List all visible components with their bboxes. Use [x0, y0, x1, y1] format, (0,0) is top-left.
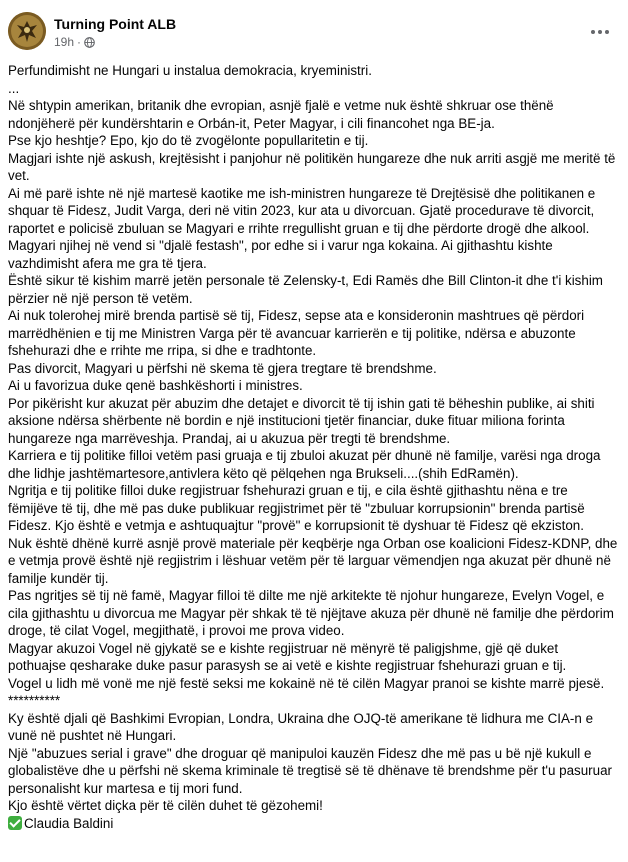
post-paragraph: Magjari ishte një askush, krejtësisht i panjohur në politikën hungareze dhe nuk arriti asgjë me meritë të vet.: [8, 150, 620, 183]
post-paragraph: Në shtypin amerikan, britanik dhe evropian, asnjë fjalë e vetme nuk është shkruar ose thënë ndonjëherë për kundërshtarin e Orbán-it, Peter Magyar, i cili financohet nga BE-ja.: [8, 98, 558, 131]
check-mark-icon: [8, 816, 22, 830]
post-paragraph: Magyari njihej në vend si "djalë festash", por edhe si i varur nga kokaina. Ai gjithashtu kishte vazhdimisht afera me gra të tjera.: [8, 238, 557, 271]
post-signature: [8, 815, 618, 833]
post-paragraph: Një "abuzues serial i grave" dhe droguar që manipuloi kauzën Fidesz dhe më pas u bë një kukull e globalistëve dhe u përfshi në skema kriminale të tregtisë së të dhënave të brendshme për t'u pasuruar personalisht kur martesa e tij mori fund.: [8, 745, 616, 796]
post-paragraph: Ai u favorizua duke qenë bashkëshorti i ministres.: [8, 378, 303, 393]
more-options-icon: [590, 29, 610, 35]
post-paragraph: Kjo është vërtet diçka për të cilën duhet të gëzohemi!: [8, 798, 323, 813]
globe-icon[interactable]: [84, 37, 95, 48]
post-paragraph: Ai më parë ishte në një martesë kaotike me ish-ministren hungareze të Drejtësisë dhe politikanen e shquar të Fidesz, Judit Varga, deri në vitin 2023, kur ata u divorcuan. Gjatë procedurave të divorcit, raportet e policisë zbuluan se Magyari e rrihte rregullisht gruan e tij dhe përdorte drogë dhe alkool.: [8, 185, 599, 236]
post-paragraph: Por pikërisht kur akuzat për abuzim dhe detajet e divorcit të tij ishin gati të bëheshin publike, ai shiti aksione ndërsa shërbente në bordin e një institucioni tjetër financiar, duke fituar miliona forinta hungareze nga marrëveshja. Prandaj, ai u akuzua për tregti të brendshme.: [8, 395, 599, 446]
post-paragraph: Nuk është dhënë kurrë asnjë provë materiale për keqbërje nga Orban ose koalicioni Fidesz-KDNP, dhe e vetmja provë është një regjistrim i lëshuar vetëm për të larguar vëmendjen nga akuzat për dhunë në familje kundër tij.: [8, 535, 622, 586]
post-time[interactable]: 19h: [54, 35, 75, 49]
page-avatar[interactable]: [8, 12, 46, 50]
post-paragraph: Ai nuk tolerohej mirë brenda partisë së tij, Fidesz, sepse ata e konsideronin mashtrues që përdori marrëdhënien e tij me Ministren Varga për të avancuar karrierën e tij politike, ndërsa e abuzonte fshehurazi dhe e rrihte me rripa, si dhe e tradhtonte.: [8, 308, 588, 358]
post-paragraph: Perfundimisht ne Hungari u instalua demokracia, kryeministri.: [8, 63, 372, 78]
post-paragraph: Karriera e tij politike filloi vetëm pasi gruaja e tij zbuloi akuzat për dhunë në familje, varësi nga droga dhe lidhje jashtëmartesore,antivlera këto që pëlqehen nga Brukseli....(shih EdRamën).: [8, 448, 605, 481]
post-body: [8, 62, 622, 832]
post-paragraph: Pas ngritjes së tij në famë, Magyar filloi të dilte me një arkitekte të njohur hungareze, Evelyn Vogel, e cila gjithashtu u divorcua me Magyar për shkak të të njëjtave akuza për dhunë në familje dhe përdorim droge, të cilat Vogel, megjithatë, i provoi me prova video.: [8, 588, 618, 638]
post-paragraph: Pas divorcit, Magyari u përfshi në skema të gjera tregtare të brendshme.: [8, 360, 437, 376]
post-header: [8, 12, 620, 54]
post-paragraph: Është sikur të kishim marrë jetën personale të Zelensky-t, Edi Ramës dhe Bill Clinton-it dhe t'i kishim përzier në një person të vetëm.: [8, 273, 607, 306]
post-paragraph: ...: [8, 80, 20, 96]
eagle-logo-icon: [8, 12, 46, 50]
page-name[interactable]: Turning Point ALB: [54, 16, 177, 32]
post-paragraph: Ky është djali që Bashkimi Evropian, Londra, Ukraina dhe OJQ-të amerikane të lidhura me CIA-n e vunë në pushtet në Hungari.: [8, 710, 597, 743]
signature-text: Claudia Baldini: [24, 815, 114, 831]
post-paragraph: Magyar akuzoi Vogel në gjykatë se e kishte regjistruar në mënyrë të paligjshme, gjë që duket pothuajse qesharake duke pasur parasysh se ai vetë e kishte regjistruar fshehurazi gruan e tij.: [8, 640, 567, 673]
post-meta: [54, 35, 95, 49]
more-options-button[interactable]: [588, 20, 612, 44]
post-paragraph: Pse kjo heshtje? Epo, kjo do të zvogëlonte popullaritetin e tij.: [8, 133, 369, 148]
post-paragraph: **********: [8, 693, 61, 708]
post-paragraph: Ngritja e tij politike filloi duke regjistruar fshehurazi gruan e tij, e cila është gjithashtu nëna e tre fëmijëve të tij, dhe më pas duke publikuar regjistrimet për të "zbuluar korrupsionin" brenda partisë Fidesz. Kjo është e vetmja e ashtuquajtur "provë" e korrupsionit të dyshuar të Fidesz që ekziston.: [8, 483, 589, 533]
meta-separator: ·: [77, 35, 82, 49]
post-paragraph: Vogel u lidh më vonë me një festë seksi me kokainë në të cilën Magyar pranoi se kishte marrë pjesë.: [8, 675, 605, 691]
